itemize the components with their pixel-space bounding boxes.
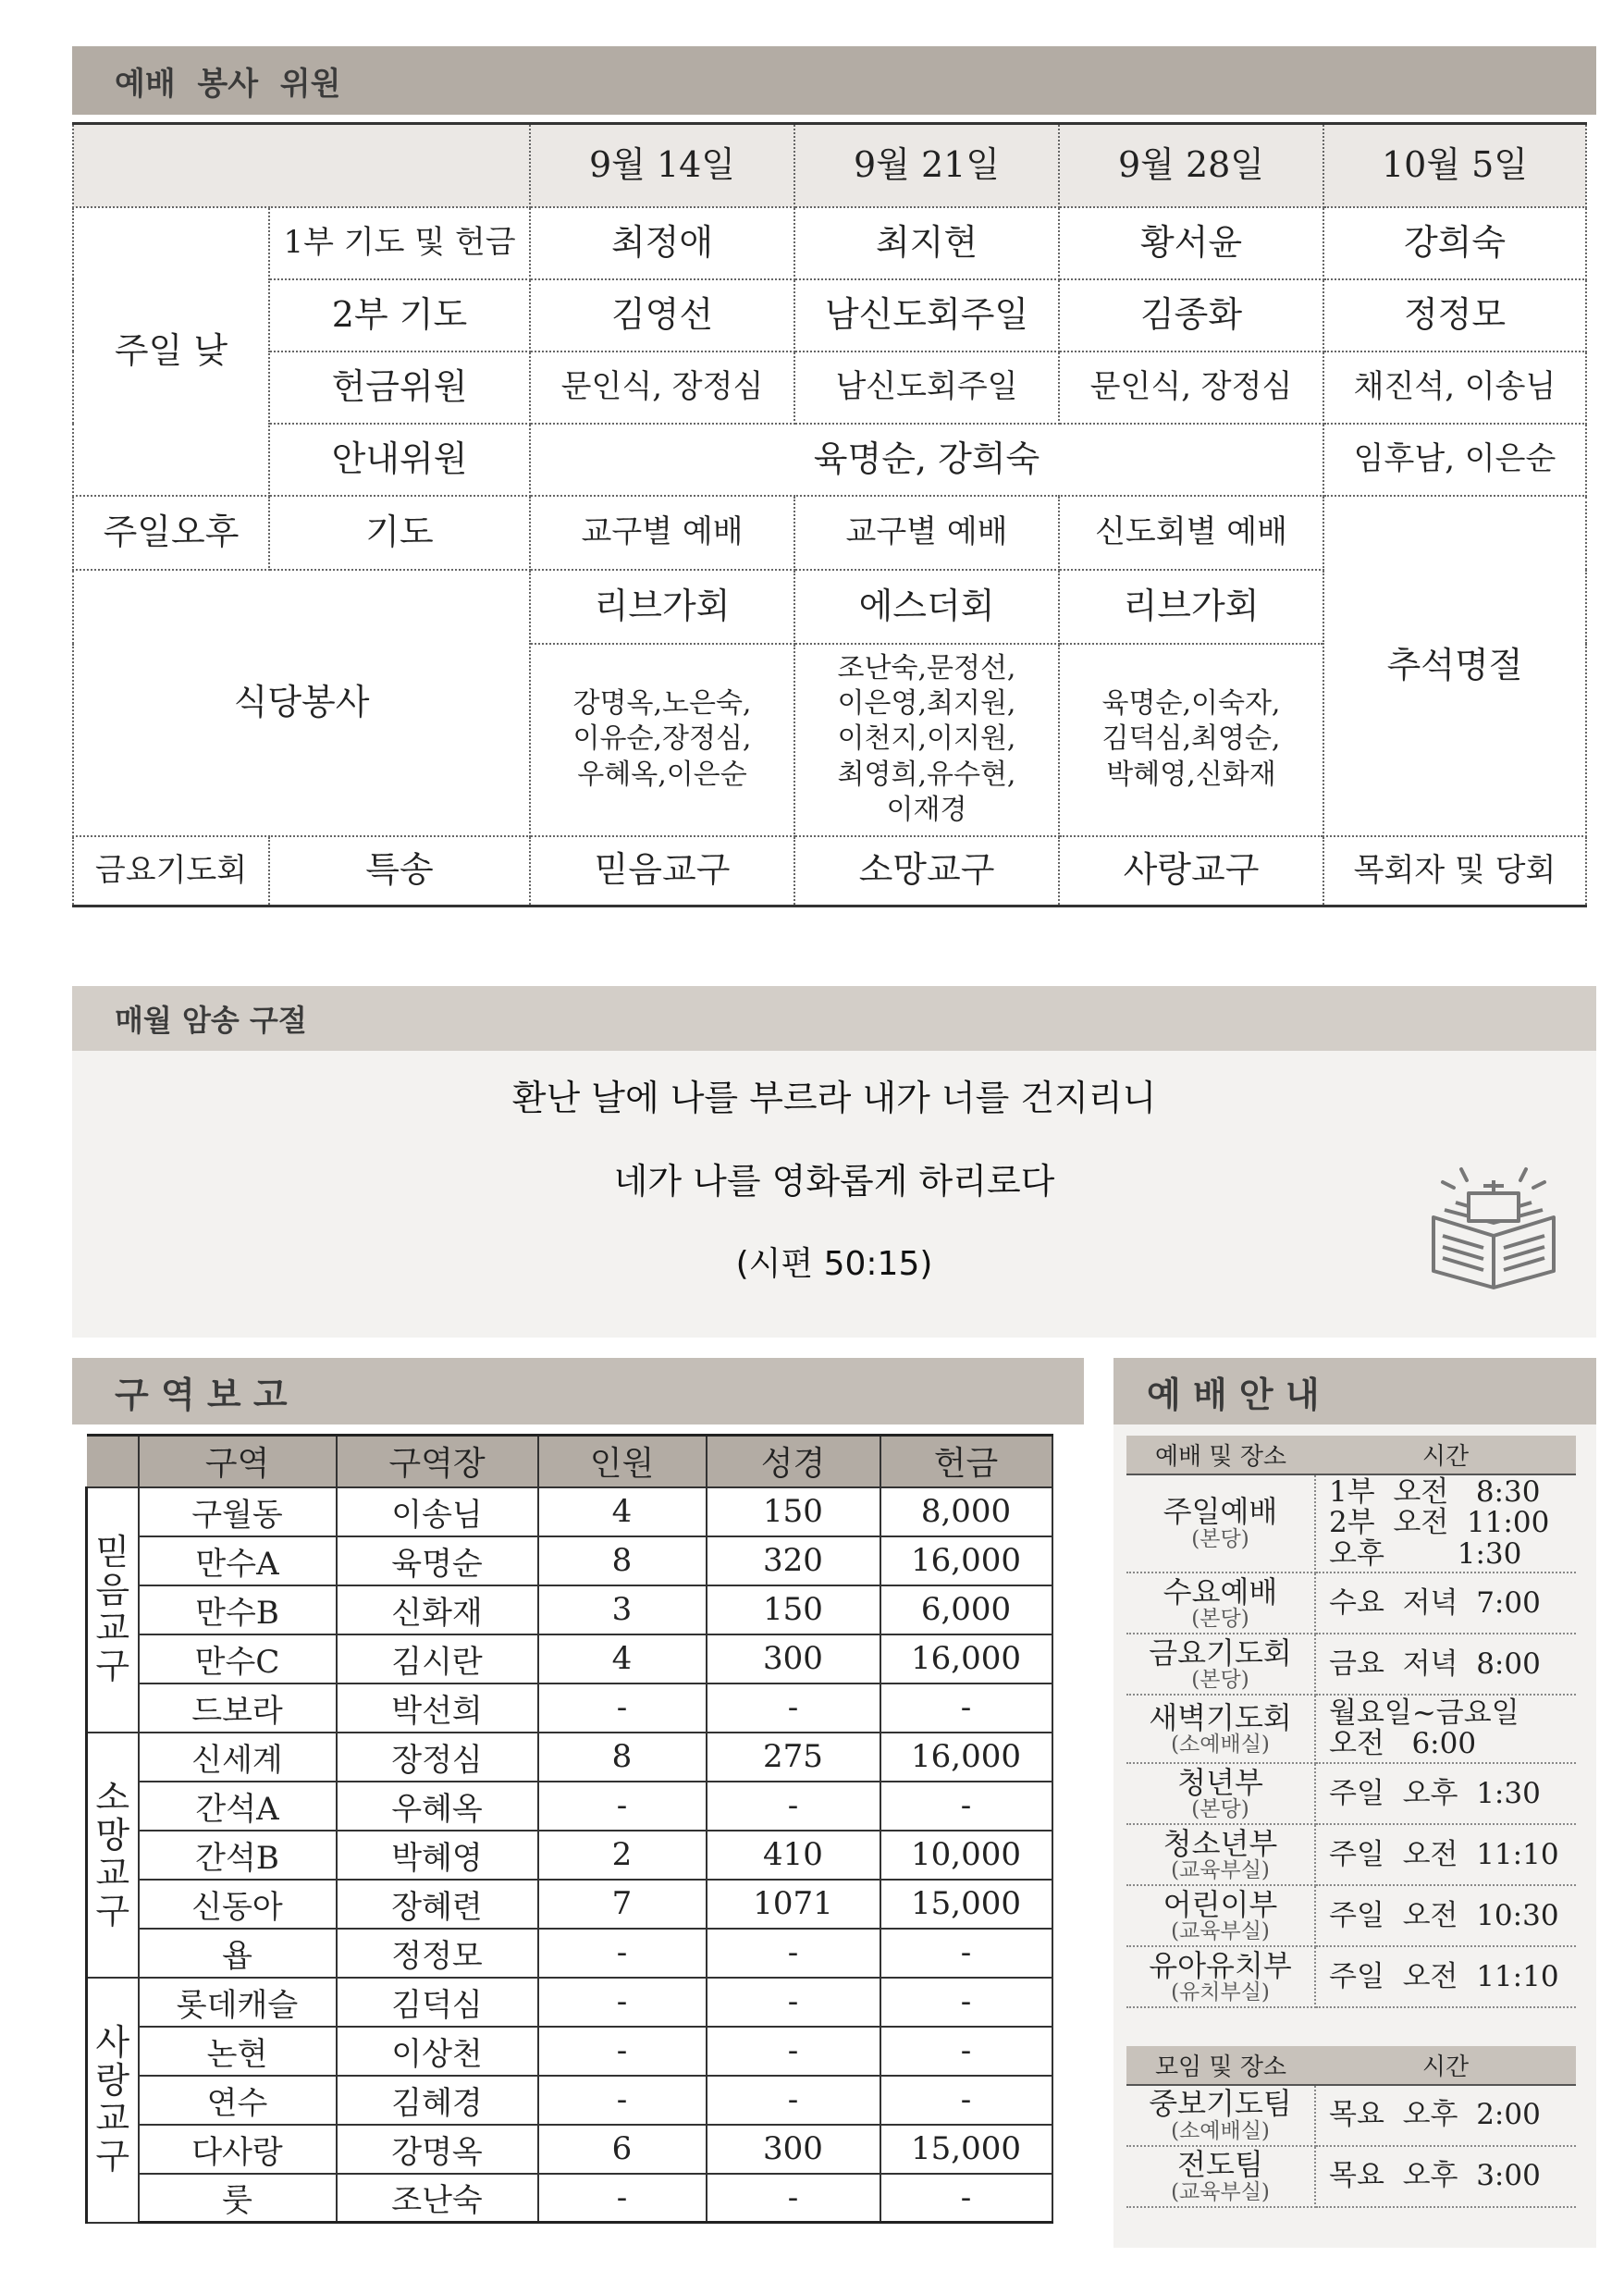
guide-section-header (1113, 1358, 1596, 1424)
district-header-cell: 헌금 (880, 1436, 1052, 1487)
guide-place: (교육부실) (1171, 1858, 1270, 1883)
district-header-cell: 구역장 (337, 1436, 538, 1487)
guide-time-cell (1315, 1634, 1576, 1695)
member-line: 김덕심,최영순, (1101, 722, 1281, 756)
role-cell: 기도 (269, 496, 530, 570)
leader-cell: 장혜련 (337, 1880, 538, 1929)
table-cell: 1071 (707, 1880, 880, 1929)
guide-time-line: 월요일~금요일 (1329, 1696, 1519, 1730)
kitchen-group-cell: 리브가회 (530, 570, 794, 644)
schedule-cell: 소망교구 (794, 836, 1059, 906)
table-cell: - (707, 2076, 880, 2125)
district-name-cell: 만수A (139, 1536, 337, 1585)
table-cell: - (707, 1978, 880, 2027)
holiday-cell: 추석명절 (1323, 496, 1586, 836)
table-cell: - (538, 1684, 707, 1733)
guide-time-line: 2부 오전 11:00 (1329, 1506, 1550, 1540)
district-section-title: 구 역 보 고 (115, 1374, 288, 1415)
schedule-cell: 김종화 (1059, 279, 1323, 352)
group-label-char: 사 (95, 2021, 130, 2063)
guide-time-line: 목요 오후 3:00 (1329, 2159, 1541, 2193)
table-cell: - (538, 1929, 707, 1978)
district-group-label (87, 1978, 139, 2223)
guide-header-cell: 시간 (1315, 2046, 1576, 2085)
guide-row (1126, 1474, 1576, 1572)
leader-cell: 김덕심 (337, 1978, 538, 2027)
schedule-cell: 남신도회주일 (794, 279, 1059, 352)
leader-cell: 김혜경 (337, 2076, 538, 2125)
table-cell: 6 (538, 2125, 707, 2174)
district-report-table (85, 1434, 1053, 2224)
district-name-cell: 신동아 (139, 1880, 337, 1929)
role-cell: 안내위원 (269, 424, 530, 496)
date-cell: 10월 5일 (1323, 124, 1586, 207)
table-cell: - (880, 1684, 1052, 1733)
guide-time-cell (1315, 1572, 1576, 1634)
table-row (87, 2174, 1052, 2223)
group-label-char: 믿 (95, 1531, 130, 1572)
guide-name-cell (1126, 1824, 1315, 1885)
guide-header-row (1126, 2046, 1576, 2085)
guide-place: (본당) (1191, 1607, 1249, 1632)
member-line: 우혜옥,이은순 (577, 758, 747, 791)
guide-name-cell (1126, 1885, 1315, 1946)
table-row (87, 2027, 1052, 2076)
district-name-cell: 롯데캐슬 (139, 1978, 337, 2027)
member-line: 육명순,이숙자, (1101, 686, 1281, 720)
table-row (87, 2076, 1052, 2125)
guide-header-row (1126, 1436, 1576, 1474)
guide-time-cell (1315, 1885, 1576, 1946)
group-label-char: 음 (95, 1569, 130, 1610)
schedule-cell: 신도회별 예배 (1059, 496, 1323, 570)
leader-cell: 정정모 (337, 1929, 538, 1978)
group-label-char: 교 (95, 2098, 130, 2139)
member-line: 박혜영,신화재 (1106, 758, 1276, 791)
schedule-cell: 교구별 예배 (794, 496, 1059, 570)
group-label-char: 구 (95, 1646, 130, 1687)
group-label-char: 망 (95, 1814, 130, 1856)
district-header-row (87, 1436, 1052, 1487)
guide-name: 청소년부 (1163, 1825, 1278, 1861)
table-cell: 275 (707, 1733, 880, 1782)
table-cell: - (538, 1782, 707, 1831)
guide-time-line: 금요 저녁 8:00 (1329, 1646, 1541, 1681)
district-name-cell: 신세계 (139, 1733, 337, 1782)
table-cell: 410 (707, 1831, 880, 1880)
service-section-title: 예배 봉사 위원 (115, 65, 341, 103)
table-row (87, 1634, 1052, 1684)
district-header-cell: 구역 (139, 1436, 337, 1487)
kitchen-group-cell: 리브가회 (1059, 570, 1323, 644)
guide-time-line: 주일 오후 1:30 (1329, 1776, 1541, 1810)
district-name-cell: 간석B (139, 1831, 337, 1880)
leader-cell: 김시란 (337, 1634, 538, 1684)
member-line: 이은영,최지원, (837, 686, 1016, 720)
leader-cell: 박혜영 (337, 1831, 538, 1880)
schedule-cell: 최정애 (530, 207, 794, 279)
guide-place: (소예배실) (1171, 1733, 1270, 1758)
guide-name-cell (1126, 2146, 1315, 2207)
guide-header-cell: 예배 및 장소 (1126, 1436, 1315, 1474)
table-cell: 300 (707, 1634, 880, 1684)
table-row (87, 1782, 1052, 1831)
schedule-cell: 채진석, 이송님 (1323, 352, 1586, 424)
verse-section-header (72, 986, 1596, 1051)
district-header-cell: 인원 (538, 1436, 707, 1487)
guide-time-cell (1315, 1946, 1576, 2007)
district-name-cell: 구월동 (139, 1487, 337, 1536)
leader-cell: 육명순 (337, 1536, 538, 1585)
district-name-cell: 룻 (139, 2174, 337, 2223)
district-header-blank (87, 1436, 139, 1487)
guide-name-cell (1126, 2085, 1315, 2146)
leader-cell: 신화재 (337, 1585, 538, 1634)
schedule-cell: 문인식, 장정심 (530, 352, 794, 424)
guide-row (1126, 2146, 1576, 2207)
table-cell: 3 (538, 1585, 707, 1634)
guide-time-cell (1315, 2146, 1576, 2207)
guide-name-cell (1126, 1946, 1315, 2007)
worship-guide-table (1126, 1436, 1576, 2008)
district-name-cell: 간석A (139, 1782, 337, 1831)
member-line: 이유순,장정심, (572, 722, 752, 756)
member-line: 최영희,유수현, (837, 758, 1016, 791)
guide-name-cell (1126, 1634, 1315, 1695)
guide-name: 어린이부 (1163, 1886, 1278, 1922)
member-line: 이재경 (886, 794, 967, 827)
schedule-cell: 사랑교구 (1059, 836, 1323, 906)
leader-cell: 이상천 (337, 2027, 538, 2076)
service-schedule-table (72, 122, 1587, 907)
leader-cell: 박선희 (337, 1684, 538, 1733)
guide-name-cell (1126, 1474, 1315, 1572)
guide-section-title: 예 배 안 내 (1147, 1374, 1320, 1415)
group-label-char: 소 (95, 1776, 130, 1818)
table-cell: 6,000 (880, 1585, 1052, 1634)
leader-cell: 강명옥 (337, 2125, 538, 2174)
leader-cell: 우혜옥 (337, 1782, 538, 1831)
district-section-header (72, 1358, 1084, 1424)
leader-cell: 조난숙 (337, 2174, 538, 2223)
guide-name-cell (1126, 1763, 1315, 1824)
district-name-cell: 욥 (139, 1929, 337, 1978)
guide-name: 금요기도회 (1149, 1634, 1292, 1671)
group-label-char: 교 (95, 1853, 130, 1893)
guide-time-line: 목요 오후 2:00 (1329, 2098, 1541, 2132)
table-cell: 16,000 (880, 1634, 1052, 1684)
guide-name: 중보기도팀 (1149, 2086, 1292, 2122)
district-name-cell: 만수B (139, 1585, 337, 1634)
table-row (87, 2125, 1052, 2174)
schedule-corner-cell (73, 124, 530, 207)
guide-row (1126, 1885, 1576, 1946)
schedule-cell: 정정모 (1323, 279, 1586, 352)
verse-line-2: 네가 나를 영화롭게 하리로다 (613, 1161, 1055, 1202)
guide-place: (소예배실) (1171, 2118, 1270, 2143)
usher-span-cell: 육명순, 강희숙 (530, 424, 1323, 496)
guide-row (1126, 1695, 1576, 1763)
verse-panel (72, 986, 1596, 1338)
district-name-cell: 만수C (139, 1634, 337, 1684)
schedule-cell: 임후남, 이은순 (1323, 424, 1586, 496)
book-icon (1415, 1162, 1572, 1291)
schedule-row (73, 424, 1586, 496)
district-name-cell: 연수 (139, 2076, 337, 2125)
guide-row (1126, 1763, 1576, 1824)
verse-section-title: 매월 암송 구절 (115, 1003, 307, 1038)
member-line: 이천지,이지원, (837, 722, 1016, 756)
kitchen-members-cell (530, 644, 794, 836)
leader-cell: 이송님 (337, 1487, 538, 1536)
table-cell: 15,000 (880, 1880, 1052, 1929)
schedule-cell: 최지현 (794, 207, 1059, 279)
verse-line-1: 환난 날에 나를 부르라 내가 너를 건지리니 (511, 1078, 1157, 1118)
guide-time-line: 주일 오전 11:10 (1329, 1837, 1559, 1871)
role-cell: 2부 기도 (269, 279, 530, 352)
table-cell: 300 (707, 2125, 880, 2174)
guide-time-cell (1315, 1824, 1576, 1885)
table-cell: - (880, 1929, 1052, 1978)
table-cell: - (880, 1782, 1052, 1831)
guide-name-cell (1126, 1695, 1315, 1763)
kitchen-members-cell (794, 644, 1059, 836)
table-cell: 150 (707, 1487, 880, 1536)
guide-name: 수요예배 (1163, 1573, 1278, 1610)
meeting-guide-table (1126, 2046, 1576, 2208)
district-header-cell: 성경 (707, 1436, 880, 1487)
guide-row (1126, 1824, 1576, 1885)
guide-name: 전도팀 (1177, 2147, 1263, 2183)
service-section-header (72, 46, 1596, 115)
guide-place: (교육부실) (1171, 1919, 1270, 1944)
role-cell: 특송 (269, 836, 530, 906)
table-row (87, 1831, 1052, 1880)
kitchen-members-cell (1059, 644, 1323, 836)
guide-time-line: 수요 저녁 7:00 (1329, 1585, 1541, 1620)
district-name-cell: 다사랑 (139, 2125, 337, 2174)
guide-place: (유치부실) (1171, 1980, 1270, 2005)
member-line: 조난숙,문정선, (837, 651, 1016, 684)
guide-place: (본당) (1191, 1526, 1249, 1551)
guide-time-line: 오전 6:00 (1329, 1727, 1477, 1761)
table-cell: 8 (538, 1536, 707, 1585)
guide-place: (교육부실) (1171, 2179, 1270, 2204)
district-name-cell: 드보라 (139, 1684, 337, 1733)
guide-row (1126, 1946, 1576, 2007)
schedule-header-row (73, 124, 1586, 207)
table-row (87, 1733, 1052, 1782)
guide-time-cell (1315, 1763, 1576, 1824)
schedule-row (73, 836, 1586, 906)
guide-time-line: 주일 오전 10:30 (1329, 1898, 1559, 1932)
table-cell: 4 (538, 1487, 707, 1536)
district-name-cell: 논현 (139, 2027, 337, 2076)
guide-name: 유아유치부 (1149, 1947, 1292, 1983)
table-cell: - (880, 2174, 1052, 2223)
schedule-row (73, 207, 1586, 279)
role-cell: 1부 기도 및 헌금 (269, 207, 530, 279)
table-cell: 16,000 (880, 1536, 1052, 1585)
verse-reference: (시편 50:15) (735, 1245, 933, 1283)
sunday-afternoon-label: 주일오후 (73, 496, 269, 570)
group-label-char: 구 (95, 2136, 130, 2177)
table-cell: - (707, 2174, 880, 2223)
guide-row (1126, 2085, 1576, 2146)
guide-name: 주일예배 (1163, 1494, 1278, 1530)
table-cell: - (707, 1684, 880, 1733)
guide-time-cell (1315, 2085, 1576, 2146)
schedule-cell: 믿음교구 (530, 836, 794, 906)
date-cell: 9월 28일 (1059, 124, 1323, 207)
schedule-cell: 강희숙 (1323, 207, 1586, 279)
group-label-char: 랑 (95, 2059, 130, 2101)
guide-time-line: 오후 1:30 (1329, 1536, 1522, 1571)
guide-header-cell: 모임 및 장소 (1126, 2046, 1315, 2085)
kitchen-label: 식당봉사 (73, 570, 530, 836)
table-cell: 150 (707, 1585, 880, 1634)
table-row (87, 1978, 1052, 2027)
table-cell: - (707, 1782, 880, 1831)
kitchen-group-cell: 에스더회 (794, 570, 1059, 644)
friday-label: 금요기도회 (73, 836, 269, 906)
group-label-char: 교 (95, 1608, 130, 1648)
schedule-row (73, 352, 1586, 424)
guide-name: 새벽기도회 (1149, 1699, 1292, 1735)
schedule-row (73, 496, 1586, 570)
sunday-day-label: 주일 낮 (73, 207, 269, 496)
guide-header-cell: 시간 (1315, 1436, 1576, 1474)
table-cell: - (538, 2076, 707, 2125)
table-row (87, 1929, 1052, 1978)
district-group-label (87, 1733, 139, 1978)
schedule-cell: 남신도회주일 (794, 352, 1059, 424)
table-cell: 16,000 (880, 1733, 1052, 1782)
guide-place: (본당) (1191, 1668, 1249, 1693)
leader-cell: 장정심 (337, 1733, 538, 1782)
table-cell: 8 (538, 1733, 707, 1782)
guide-time-cell (1315, 1474, 1576, 1572)
table-cell: - (880, 2027, 1052, 2076)
guide-time-line: 주일 오전 11:10 (1329, 1959, 1559, 1993)
group-label-char: 구 (95, 1891, 130, 1932)
guide-place: (본당) (1191, 1797, 1249, 1822)
table-row (87, 1684, 1052, 1733)
guide-name: 청년부 (1177, 1764, 1263, 1800)
guide-row (1126, 1634, 1576, 1695)
table-cell: - (707, 1929, 880, 1978)
schedule-row (73, 279, 1586, 352)
table-row (87, 1880, 1052, 1929)
date-cell: 9월 14일 (530, 124, 794, 207)
table-cell: - (880, 1978, 1052, 2027)
guide-row (1126, 1572, 1576, 1634)
table-row (87, 1487, 1052, 1536)
table-cell: - (707, 2027, 880, 2076)
table-row (87, 1585, 1052, 1634)
date-cell: 9월 21일 (794, 124, 1059, 207)
schedule-cell: 목회자 및 당회 (1323, 836, 1586, 906)
guide-name-cell (1126, 1572, 1315, 1634)
table-row (87, 1536, 1052, 1585)
table-cell: - (538, 2027, 707, 2076)
schedule-cell: 황서윤 (1059, 207, 1323, 279)
table-cell: - (538, 1978, 707, 2027)
table-cell: - (880, 2076, 1052, 2125)
table-cell: 2 (538, 1831, 707, 1880)
table-cell: 7 (538, 1880, 707, 1929)
schedule-cell: 김영선 (530, 279, 794, 352)
role-cell: 헌금위원 (269, 352, 530, 424)
table-cell: 320 (707, 1536, 880, 1585)
guide-time-cell (1315, 1695, 1576, 1763)
table-cell: 10,000 (880, 1831, 1052, 1880)
schedule-cell: 교구별 예배 (530, 496, 794, 570)
district-group-label (87, 1487, 139, 1733)
schedule-cell: 문인식, 장정심 (1059, 352, 1323, 424)
table-cell: - (538, 2174, 707, 2223)
table-cell: 15,000 (880, 2125, 1052, 2174)
guide-time-line: 1부 오전 8:30 (1329, 1475, 1541, 1509)
member-line: 강명옥,노은숙, (572, 686, 752, 720)
table-cell: 4 (538, 1634, 707, 1684)
table-cell: 8,000 (880, 1487, 1052, 1536)
